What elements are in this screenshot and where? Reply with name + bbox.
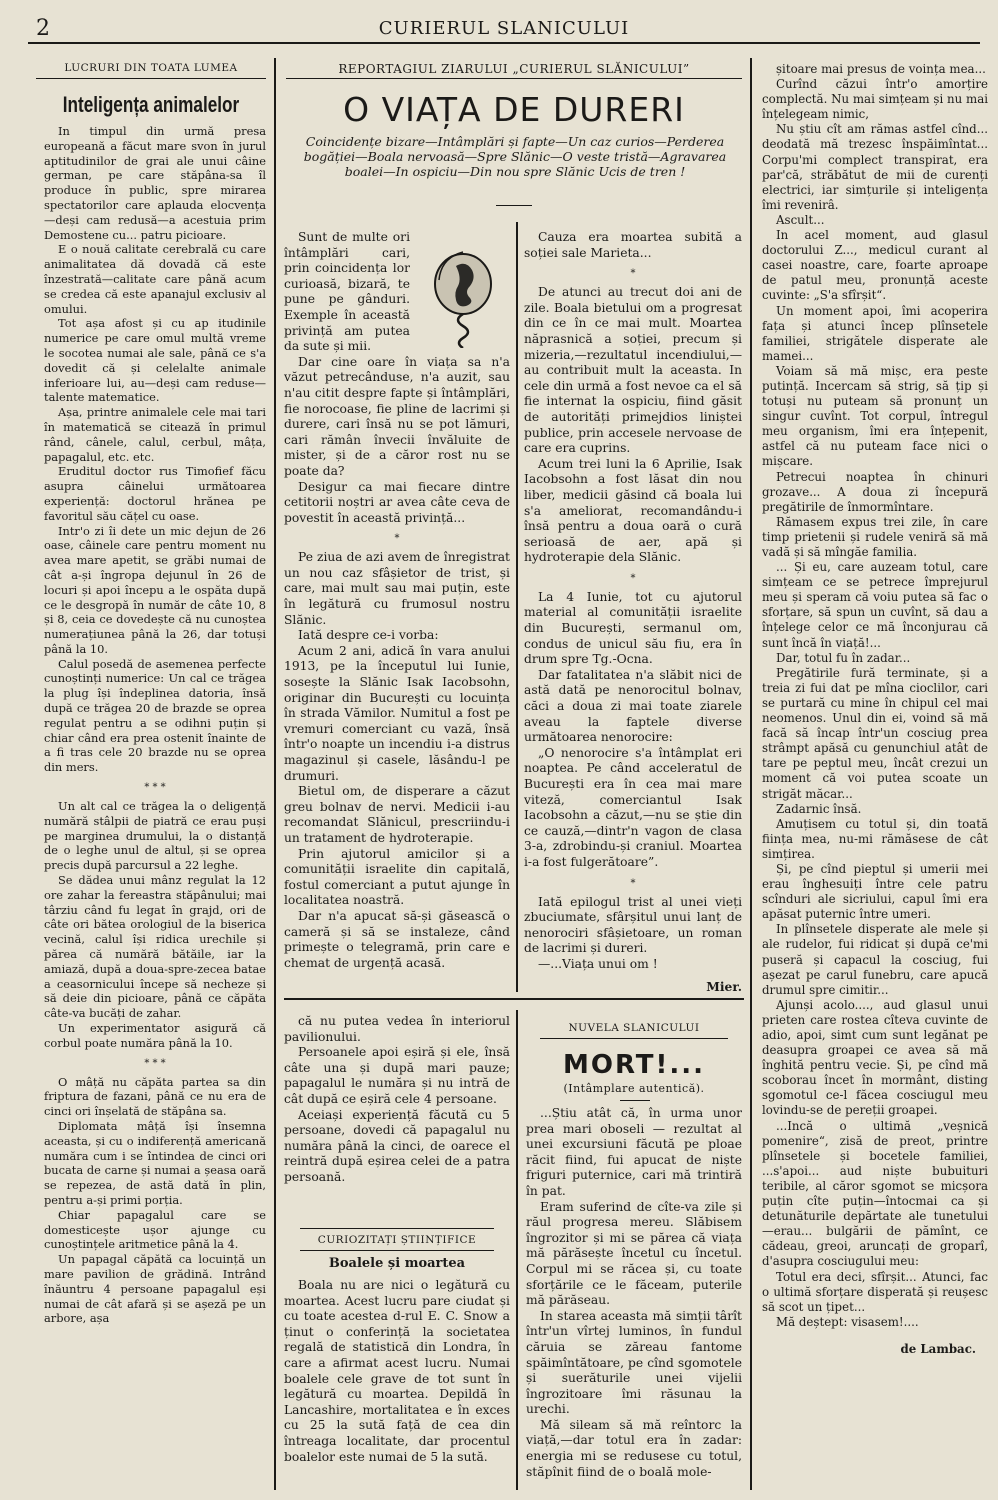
paragraph: Calul posedă de asemenea perfecte cunoștinți numerice: Un cal ce trăgea la plug își îndeplinea datoria, însă după ce trăgea 20 de brazde se oprea regulat pentru a se odihni puțin și chiar când era prea ostenit înainte de a fi tras cele 20 brazde nu se oprea din mers. xyxy=(44,656,266,775)
paragraph: E o nouă calitate cerebrală cu care animalitatea dă dovadă că este înzestrată—calitate care până acum se credea că este apanajul exclusiv al omului. xyxy=(44,242,266,316)
col1-kicker: LUCRURI DIN TOATA LUMEA xyxy=(64,62,238,74)
col4-continuation xyxy=(762,62,988,1357)
nuvela-article xyxy=(526,1106,742,1480)
paragraph: că nu putea vedea în interiorul pavilionului. xyxy=(284,1014,510,1044)
paragraph: Se dădea unui mânz regulat la 12 ore zahar la fereastra stăpânului; mai târziu când fu legat în grajd, ori de câte ori bătea orologiul de la biserica vecină, calul își ridica urechile și părea că numără bătăile, iar la amiază, după a doua-spre-zecea batae a ceasornicului începe să necheze și să deie din picioare, până ce căpăta câte-va bucăți de zahar. xyxy=(44,873,266,1021)
reportage-kicker-rule xyxy=(286,78,742,79)
paragraph: Dar cine oare în viața sa n'a văzut petrecânduse, n'a auzit, sau n'au citit despre fapte și întâmplări, fie norocoase, fie pline de lacrimi și durere, cari însă nu se pot lămuri, cari rămân învecii învăluite de mister, și de a căror rost nu se poate da? xyxy=(284,354,510,478)
paragraph: De atunci au trecut doi ani de zile. Boala bietului om a progresat din ce în ce mai mult. Moartea năprasnică a soției, precum și mizeria,—rezultatul incendiului,—au contribuit mult la aceasta. In cele din urmă a fost nevoe ca el să fie internat la ospiciu, fiind găsit de autorități primejdios liniștei publice, prin accesele nervoase de care era cuprins. xyxy=(524,285,742,456)
bottom-left-continuation xyxy=(284,1014,510,1186)
paragraph: Desigur ca mai fiecare dintre cetitorii noștri ar avea câte ceva de povestit în această privință... xyxy=(284,479,510,525)
paragraph: Un alt cal ce trăgea la o deligență numără stâlpii de piatră ce erau puși pe marginea drumului, la o distanță de o leghe unul de altul, și se oprea precis după parcursul a 22 leghe. xyxy=(44,799,266,873)
deck-rule xyxy=(496,205,532,206)
paragraph: Iată epilogul trist al unei vieți zbuciumate, sfârșitul unui lanț de nenorociri sfâșietoare, un roman de lacrimi și dureri. xyxy=(524,894,742,956)
paragraph: Și, pe cînd pieptul și umerii mei erau înghesuiți între cele patru scînduri ale sicriului, capul îmi era apăsat puternic între umeri. xyxy=(762,861,988,922)
paragraph: Eruditul doctor rus Timofief făcu asupra câinelui următoarea experiență: doctorul hrănea pe favoritul său cățel cu oase. xyxy=(44,464,266,523)
paragraph: Intr'o zi îi dete un mic dejun de 26 oase, câinele care pentru moment nu avea mare apetit, se grăbi numai de cât a-și îngropa dejunul în 26 de locuri și apoi începu a le ospăta după ce le desgropă în număr de câte 10, 8 și 8, ceia ce dovedește că nu cunoștea numerațiunea până la 26, dar totuși până la 10. xyxy=(44,523,266,656)
paragraph: In starea aceasta mă simții târît într'un vîrtej luminos, în fundul căruia se zăreau fantome spăimîntătoare, pe cînd sgomotele și suerăturile unei vijelii îngrozitoare îmi răsunau la urechi. xyxy=(526,1308,742,1417)
paragraph: O mâță nu căpăta partea sa din friptura de fazani, până ce nu era de cinci ori înșelată de stăpâna sa. xyxy=(44,1074,266,1119)
nuvela-rule-small xyxy=(620,1100,650,1101)
paragraph: Prin ajutorul amicilor și a comunității israelite din capitală, fostul comerciant a putut ajunge în localitatea noastră. xyxy=(284,846,510,908)
paragraph: Zadarnic însă. xyxy=(776,801,862,816)
col1-headline: Inteligența animalelor xyxy=(62,92,240,117)
paragraph: șitoare mai presus de voința mea... xyxy=(776,62,986,76)
section-asterism: * xyxy=(630,877,636,889)
paragraph: Un experimentator asigură că corbul poate număra până la 10. xyxy=(44,1021,266,1050)
paragraph: Curînd căzui într'o amorțire complectă. Nu mai simțeam și nu mai înțelegeam nimic, xyxy=(762,77,988,122)
paragraph: Totul era deci, sfîrșit... Atunci, fac o ultimă sforțare disperată și reușesc să scot un țipet... xyxy=(762,1269,988,1314)
paragraph: Dar fatalitatea n'a slăbit nici de astă dată pe nenorocitul bolnav, căci a doua zi mai toate ziarele aveau la faptele diverse următoarea nenorocire: xyxy=(524,667,742,745)
reportage-kicker: REPORTAGIUL ZIARULUI „CURIERUL SLĂNICULUI” xyxy=(338,62,690,76)
section-asterism: * * * xyxy=(144,782,166,794)
curiozitati-article xyxy=(284,1278,510,1465)
reportage-deck: Coincidențe bizare—Intâmplări și fapte—Un caz curios—Perderea bogăției—Boala nervoasă—Spre Slănic—O veste tristă—Agravarea boalei—In ospiciu—Din nou spre Slănic Ucis de tren ! xyxy=(303,134,727,179)
reportage-left-column xyxy=(284,230,510,971)
paragraph: Rămasem expus trei zile, în care timp prietenii și rudele veniră să mă vadă și să mîngăe familia. xyxy=(762,514,988,559)
paragraph: Acum 2 ani, adică în vara anului 1913, pe la începutul lui Iunie, sosește la Slănic Isak Iacobsohn, originar din București cu locuința în strada Vămilor. Numitul a fost pe vremuri comerciant cu vază, însă într'o noapte un incendiu i-a distrus magazinul și casele, lăsându-l pe drumuri. xyxy=(284,643,510,783)
col1-article xyxy=(44,124,266,1326)
paragraph: Acum trei luni la 6 Aprilie, Isak Iacobsohn a fost lăsat din nou liber, medicii găsind că boala lui s'a ameliorat, recomandându-i însă pentru a doua oară o cură serioasă de aer, apă și hydroterapie dela Slănic. xyxy=(524,456,742,565)
column-rule-mid-top xyxy=(516,222,518,992)
paragraph: Ascult... xyxy=(776,212,825,227)
curiozitati-rule-top xyxy=(300,1228,494,1229)
page-number: 2 xyxy=(36,16,50,41)
paragraph: Iată despre ce-i vorba: xyxy=(298,628,439,643)
paragraph: In acel moment, aud glasul doctorului Z..., medicul curant al casei noastre, care, foarte aproape de patul meu, pronunță aceste cuvinte: „S'a sfîrșit“. xyxy=(762,228,988,303)
paragraph: Mă sileam să mă reîntorc la viață,—dar totul era în zadar: energia mi se redusese cu totul, stăpînit fiind de o boală mole- xyxy=(526,1417,742,1479)
reportage-headline: O VIAȚA DE DURERI xyxy=(343,90,685,129)
paragraph: Pe ziua de azi avem de înregistrat un nou caz sfâșietor de trist, și care, mai mult sau mai puțin, este în legătură cu frumosul nostru Slănic. xyxy=(284,550,510,627)
paragraph: ... Și eu, care auzeam totul, care simțeam ce se petrece împrejurul meu și speram că voiu putea să fac o sforțare, să spun un cuvînt, să dau a înțelege celor ce mă înconjurau că sunt încă în viață!... xyxy=(762,560,988,650)
paragraph: ...Știu atât că, în urma unor prea mari oboseli — rezultat al unei excursiuni făcută pe ploae răcit fiind, fui apucat de niște friguri puternice, cari mă trintiră în pat. xyxy=(526,1106,742,1198)
paragraph: Amuțisem cu totul și, din toată ființa mea, nu-mi rămăsese de cât simțirea. xyxy=(762,816,988,861)
column-rule-3 xyxy=(750,58,752,1490)
paragraph: Cauza era moartea subită a soției sale Marieta... xyxy=(524,230,742,260)
paragraph: Nu știu cît am rămas astfel cînd... deodată mă trezesc înspăimîntat... Corpu'mi complect transpirat, era par'că, străbătut de mii de curenți electrici, iar simțurile și inteligența îmi revenirâ. xyxy=(762,122,988,212)
curiozitati-headline: Boalele și moartea xyxy=(328,1256,466,1271)
section-asterism: * xyxy=(630,268,636,280)
paragraph: Un papagal căpătă ca locuință un mare pavilion de grădină. Intrând înăuntru 4 persoane papagalul eși numai de cât afară și se așeză pe un arbore, așa xyxy=(44,1252,266,1326)
section-asterism: * xyxy=(630,572,636,584)
paragraph: Eram suferind de cîte-va zile și răul progresa mereu. Slăbisem îngrozitor și mi se părea că viața mă părăsește încetul cu încetul. Corpul mi se răcea și, cu toate sforțările ce le făceam, puterile mă părăseau. xyxy=(526,1199,742,1308)
col1-kicker-rule xyxy=(36,78,266,79)
paragraph: Aceiași experiență făcută cu 5 persoane, dovedi că papagalul nu număra până la cinci, de oarece el reintră după eșirea celei de a patra persoană. xyxy=(284,1107,510,1184)
page-header xyxy=(28,14,980,44)
author-signature: de Lambac. xyxy=(900,1341,976,1356)
paragraph: ...Incă o ultimă „veșnică pomenire“, zisă de preot, printre plînsetele și bocetele familiei, ...s'apoi... aud niște bubuituri teribile, al căror sgomot se micșora puțin cîte puțin—întocmai ca și detunăturile depărtate ale tunetului—erau... bulgării de pămînt, ce cădeau, greoi, aruncați de groparî, d'asupra cosciugului meu: xyxy=(762,1118,988,1269)
paragraph: Mă deștept: visasem!.... xyxy=(776,1314,919,1329)
paragraph: Ajunși acolo...., aud glasul unui prieten care rostea cîteva cuvinte de adio, apoi, simt cum sunt legănat pe deasupra groapei ce avea să mă înghită pentru vecie. Și, pe cînd mă scoborau încet în mormânt, disting sgomotul ce-l făcea cosciugul meu lovindu-se de pereții groapei. xyxy=(762,997,988,1118)
paragraph: Sunt de multe ori întâmplări cari, prin coincidența lor curioasă, bizară, te pune pe gânduri. Exemple în această privință am putea da sute și mii. xyxy=(284,230,410,354)
curiozitati-kicker: CURIOZITAȚI ȘTIINȚIFICE xyxy=(317,1234,477,1246)
paragraph: Tot așa afost și cu ap itudinile numerice pe care omul multă vreme le socotea numai ale sale, până ce s'a dovedit că și celelalte animale inferioare lui, au—deși cam reduse—talente matematice. xyxy=(44,316,266,405)
paragraph: La 4 Iunie, tot cu ajutorul material al comunității israelite din București, sermanul om, condus de unicul său fiu, era în drum spre Tg.-Ocna. xyxy=(524,589,742,667)
section-asterism: * * * xyxy=(144,1057,166,1069)
column-rule-1 xyxy=(274,58,276,1490)
nuvela-rule xyxy=(540,1038,728,1039)
paragraph: Voiam să mă mișc, era peste putință. Incercam să strig, să țip și totuși nu puteam să pronunț un singur cuvînt. Tot corpul, întregul meu organism, îmi era înțepenit, astfel că nu puteam face nici o mișcare. xyxy=(762,363,988,469)
paragraph: Dar n'a apucat să-și găsească o cameră și să se instaleze, când primește o telegramă, prin care e chemat de urgență acasă. xyxy=(284,908,510,970)
reportage-right-column xyxy=(524,230,742,994)
nuvela-headline: MORT!... xyxy=(562,1050,706,1080)
paragraph: Chiar papagalul care se domesticește ușor ajunge cu cunoștințele aritmetice până la 4. xyxy=(44,1207,266,1252)
paragraph: Boala nu are nici o legătură cu moartea. Acest lucru pare ciudat și cu toate acestea d-rul E. C. Snow a ținut o conferință la societatea regală de statistică din Londra, în care a afirmat acest lucru. Numai boalele cele grave de tot sunt în legătură cu moartea. Depildă în Lancashire, mortalitatea e în exces cu 25 la sută față de cea din întreaga localitate, dar procentul boalelor este numai de 5 la sută. xyxy=(284,1278,510,1464)
paragraph: Bietul om, de disperare a căzut greu bolnav de nervi. Medicii i-au recomandat Slănicul, prescriindu-i un tratament de hydroterapie. xyxy=(284,784,510,845)
paragraph: Dar, totul fu în zadar... xyxy=(776,650,911,665)
paragraph: Pregătirile fură terminate, și a treia zi fui dat pe mîna cioclilor, cari se purtară cu mine în chipul cel mai neomenos. Unul din ei, voind să mă facă să încap într'un cosciug prea strâmpt apăsă cu genunchiul atât de tare pe peptul meu, încât crezui un moment că voi putea scoate un strigăt măcar... xyxy=(762,665,988,801)
paragraph: Persoanele apoi eșiră și ele, însă câte una și după mari pauze; papagalul le număra și nu intră de cât după ce eșiră cele 4 persoane. xyxy=(284,1045,510,1106)
paragraph: —...Viața unui om ! xyxy=(538,956,658,971)
column-rule-mid-bottom xyxy=(516,1010,518,1490)
author-signature: Mier. xyxy=(706,978,742,994)
paragraph: Un moment apoi, îmi acoperira fața și atunci încep plînsetele familiei, strigătele disperate ale mamei... xyxy=(762,303,988,363)
section-rule-horizontal xyxy=(284,998,744,1000)
paragraph: Petrecui noaptea în chinuri grozave... A doua zi începură pregătirile de înmormîntare. xyxy=(762,469,988,514)
curiozitati-rule-bottom xyxy=(300,1250,494,1251)
paragraph: In plînsetele disperate ale mele și ale rudelor, fui ridicat și după ce'mi puseră și capacul la cosciug, fui așezat pe carul funebru, care apucă drumul spre cimitir... xyxy=(762,922,988,997)
paragraph: „O nenorocire s'a întâmplat eri noaptea. Pe când acceleratul de București era în cea mai mare viteză, comerciantul Isak Iacobsohn a căzut,—nu se știe din ce cauză,—dintr'n vagon de clasa 3-a, zdrobindu-și craniul. Moartea i-a fost fulgerătoare”. xyxy=(524,745,742,869)
paragraph: In timpul din urmă presa europeană a făcut mare svon în jurul aptitudinilor de grai ale unui câine german, pe care stăpâna-sa îl produce în public, spre mirarea spectatorilor care aplauda elocvența—deși cam redusă—a acestuia prim Demostene cu... patru picioare. xyxy=(44,124,266,242)
paragraph: Diplomata mâță își însemna aceasta, și cu o indiferență americană număra cum i se întindea de cinci ori bucata de carne și numai a șeasa oară se repezea, de astă dată în plin, pentru a-și primi porția. xyxy=(44,1119,266,1207)
nuvela-subtitle: (Intâmplare autentică). xyxy=(563,1082,705,1095)
newspaper-title: CURIERUL SLANICULUI xyxy=(378,18,630,39)
section-asterism: * xyxy=(394,533,400,545)
nuvela-kicker: NUVELA SLANICULUI xyxy=(568,1022,700,1034)
paragraph: Așa, printre animalele cele mai tari în matematică se citează în primul rând, cânele, calul, cerbul, mâța, papagalul, etc. etc. xyxy=(44,405,266,464)
